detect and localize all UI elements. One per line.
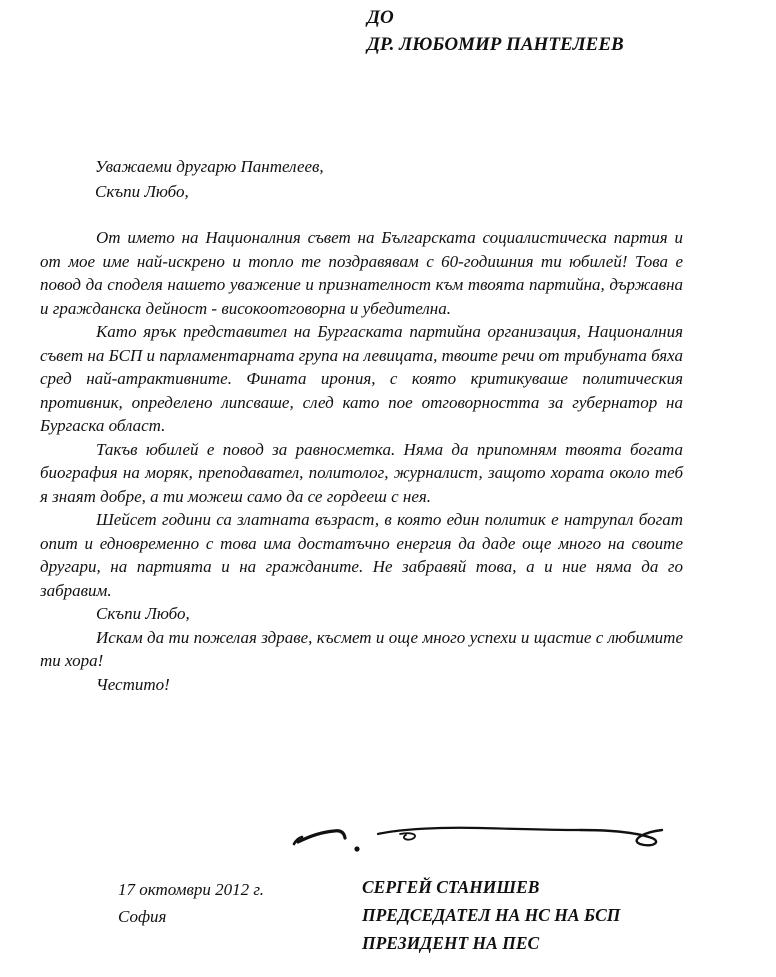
signer-name: СЕРГЕЙ СТАНИШЕВ	[362, 877, 540, 897]
recipient-name: ДР. ЛЮБОМИР ПАНТЕЛЕЕВ	[367, 34, 624, 55]
body-paragraph-1: От името на Националния съвет на Българската социалистическа партия и от мое име най-искрено и топло те поздравявам с 60-годишния ти юбилей! Това е повод да споделя нашето уважение и признателност към твоята партийна, държавна и гражданска дейност - високоотговорна и убедителна.	[40, 228, 683, 318]
body-paragraph-5: Скъпи Любо,	[96, 604, 190, 623]
body-paragraph-6: Искам да ти пожелая здраве, късмет и още много успехи и щастие с любимите ти хора!	[40, 627, 683, 670]
body-paragraph-7: Честито!	[96, 674, 170, 694]
letter-body	[40, 226, 683, 696]
handwritten-signature	[290, 818, 690, 868]
salutation-block	[95, 154, 695, 204]
salutation-informal: Скъпи Любо,	[95, 182, 189, 201]
signer-title-1: ПРЕДСЕДАТЕЛ НА НС НА БСП	[362, 905, 621, 925]
recipient-block	[367, 4, 767, 58]
recipient-to: ДО	[367, 7, 394, 28]
letter-date: 17 октомври 2012 г.	[118, 880, 264, 899]
signer-block	[362, 873, 762, 957]
salutation-formal: Уважаеми другарю Пантелеев,	[95, 157, 324, 176]
letter-place: София	[118, 907, 167, 926]
body-paragraph-3: Такъв юбилей е повод за равносметка. Няма да припомням твоята богата биография на моряк, преподавател, политолог, журналист, защото хората около теб я знаят добре, а ти можеш само да се гордееш с нея.	[40, 439, 683, 506]
body-paragraph-2: Като ярък представител на Бургаската партийна организация, Националния съвет на БСП и парламентарната група на левицата, твоите речи от трибуната бяха сред най-атрактивните. Фината ирония, с която критикуваше политическия противник, определено липсваше, след като пое отговорността за губернатор на Бургаска област.	[40, 322, 683, 435]
body-paragraph-4: Шейсет години са златната възраст, в която един политик е натрупал богат опит и едновременно с това има достатъчно енергия да даде още много на своите другари, на партията и на гражданите. Не забравяй това, а и ние няма да го забравим.	[40, 510, 683, 600]
date-place-block	[118, 876, 348, 930]
signer-title-2: ПРЕЗИДЕНТ НА ПЕС	[362, 933, 540, 953]
